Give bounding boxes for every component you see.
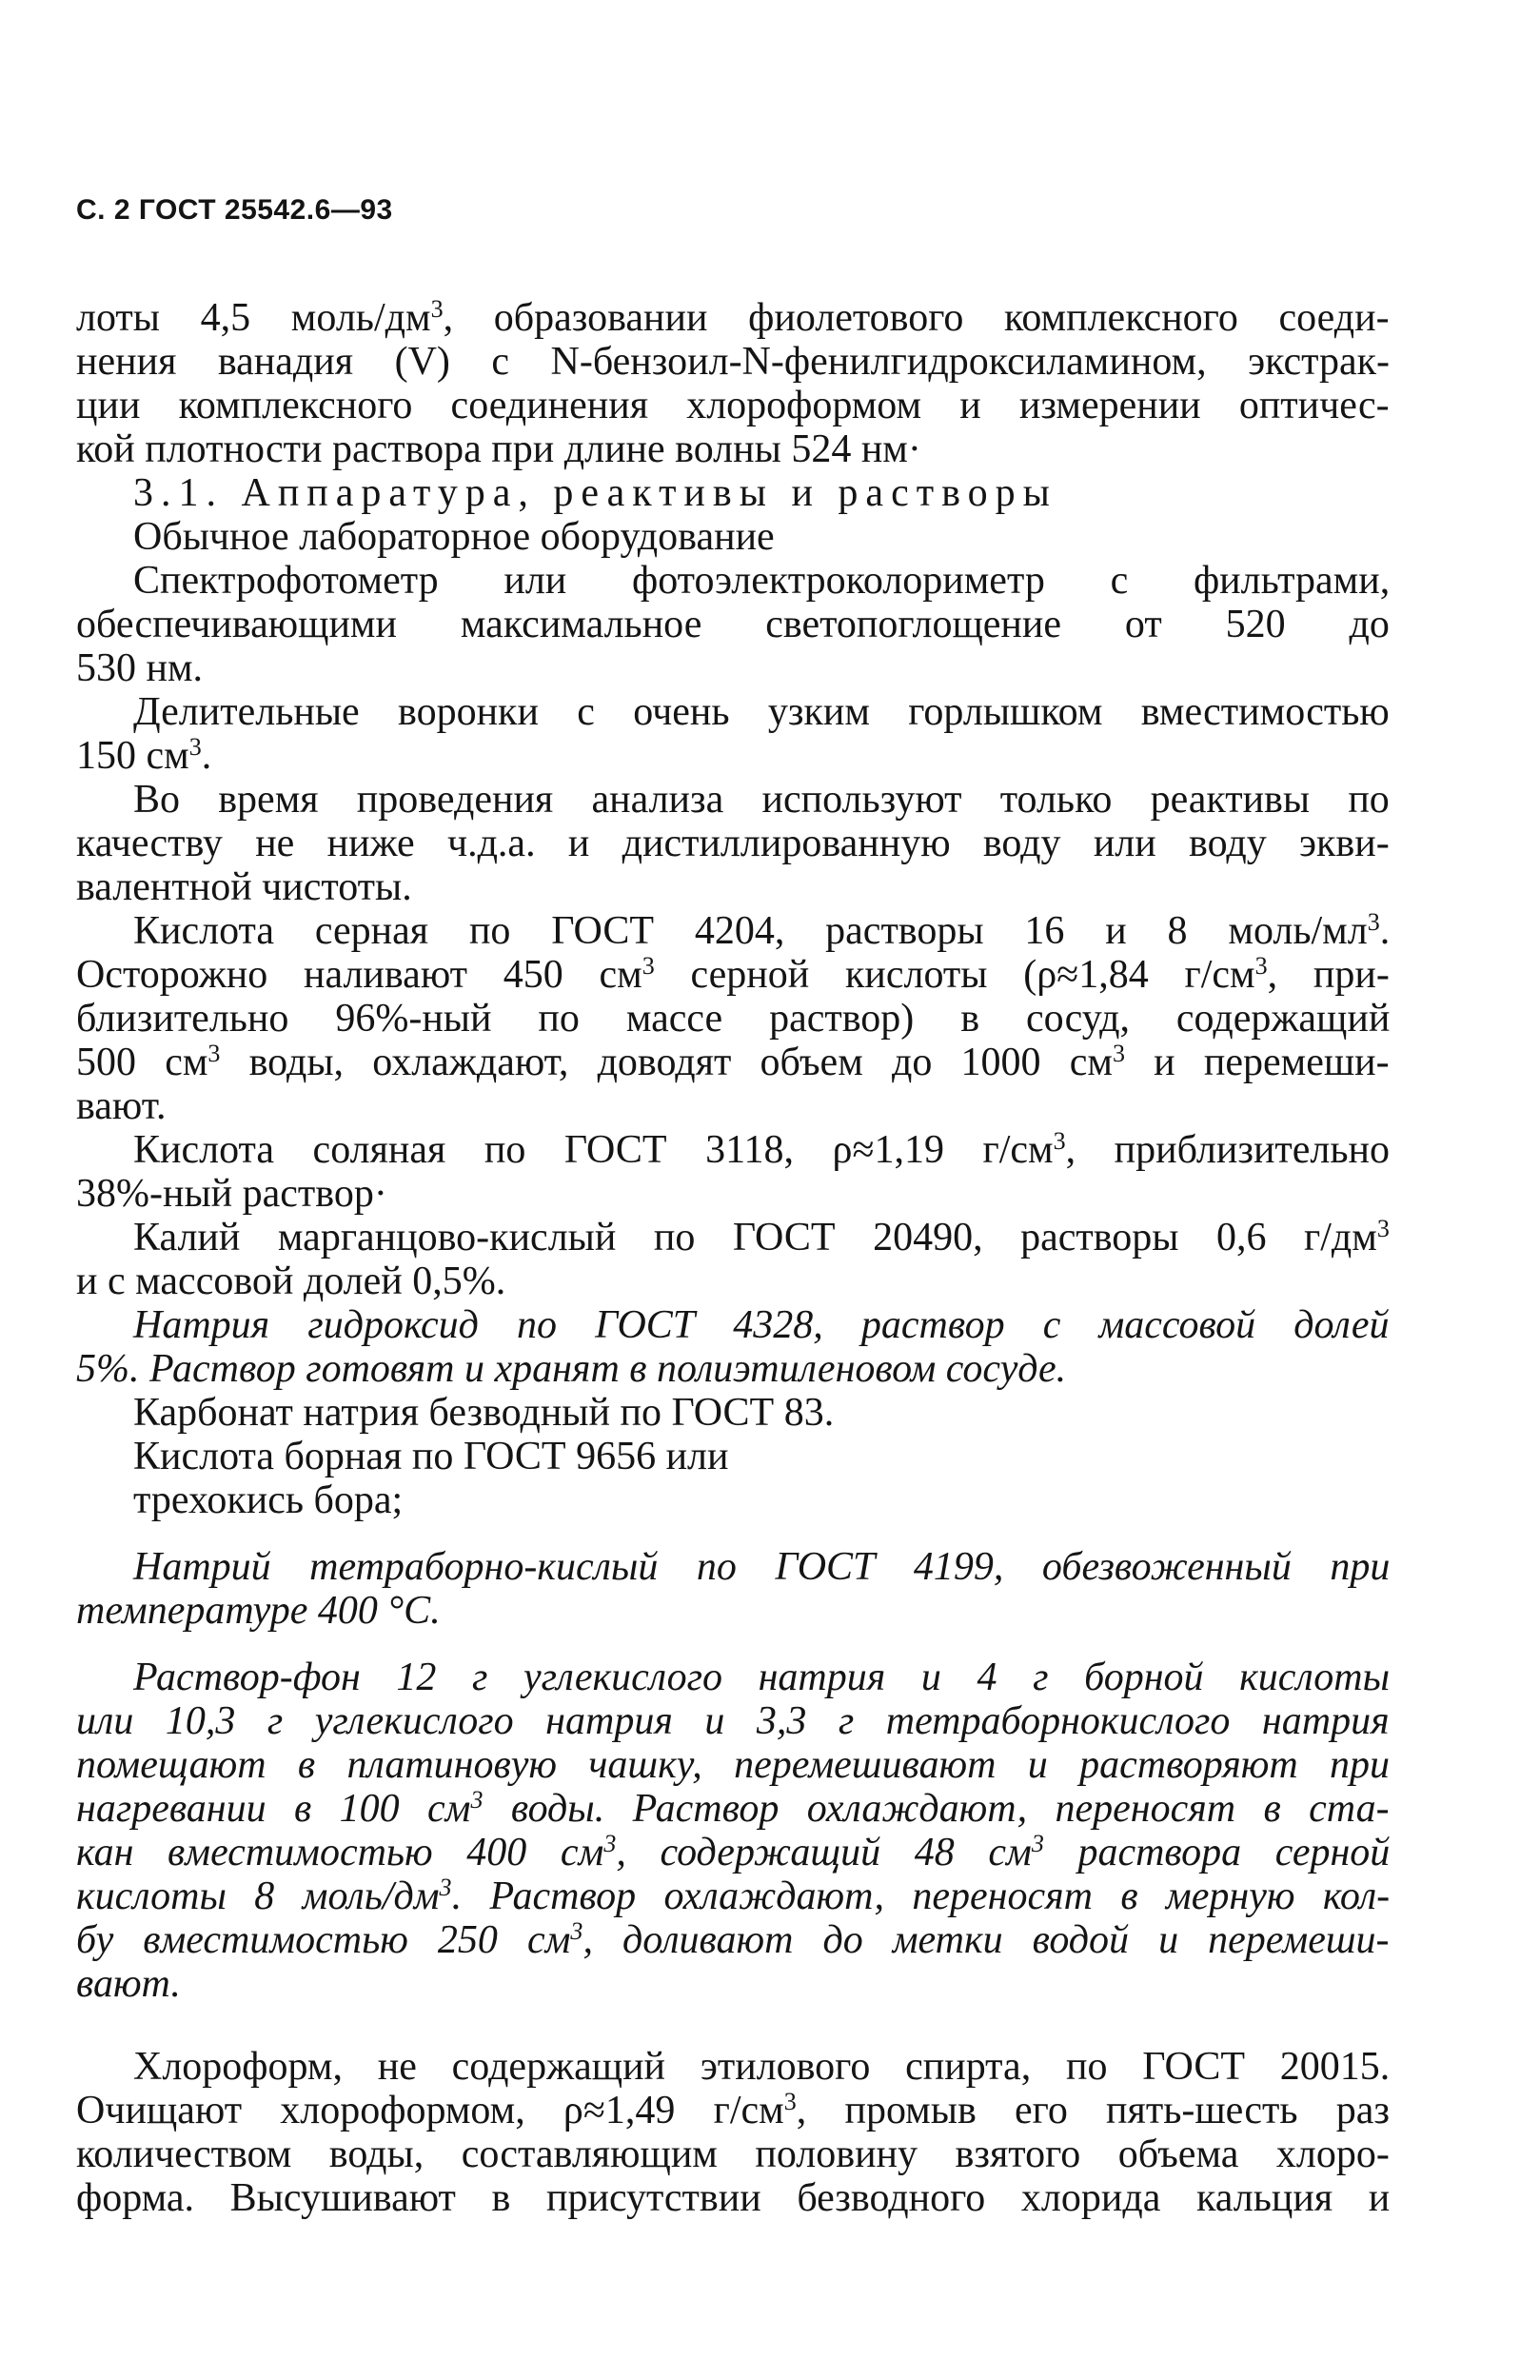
text-line: 500 $см^3$ воды, охлаждают, доводят объем до 1000 $см^3$ и перемеши- [76, 1039, 1390, 1084]
text-line: Кислота соляная по ГОСТ 3118, ρ≈1,19 $г/см^3$, приблизительно [133, 1126, 1391, 1172]
text-line: помещают в платиновую чашку, перемешивают и растворяют при [76, 1743, 1391, 1787]
text-line: качеству не ниже ч.д.а. и дистиллированную воду или воду экви- [76, 822, 1390, 865]
text-line: 530 нм. [76, 646, 204, 690]
text-line: и с массовой долей 0,5%. [76, 1259, 506, 1303]
text-line: Натрия гидроксид по ГОСТ 4328, раствор с массовой долей [133, 1303, 1390, 1347]
text-line: количеством воды, составляющим половину взятого объема хлоро- [76, 2132, 1390, 2176]
text-line: Карбонат натрия безводный по ГОСТ 83. [133, 1391, 835, 1435]
text-line: Осторожно наливают 450 $см^3$ серной кислоты (ρ≈1,84 $г/см^3$, при- [76, 951, 1390, 997]
text-line: вают. [76, 1084, 167, 1128]
text-line: 5%. Раствор готовят и хранят в полиэтиленовом сосуде. [76, 1347, 1067, 1391]
text-line: Кислота борная по ГОСТ 9656 или [133, 1435, 729, 1478]
text-line: Кислота серная по ГОСТ 4204, растворы 16 и 8 моль/$мл^3$. [133, 907, 1391, 953]
text-line: Калий марганцово-кислый по ГОСТ 20490, растворы 0,6 $г/дм^3$ [133, 1214, 1390, 1259]
text-line: температуре 400 °С. [76, 1589, 441, 1633]
text-line: бу вместимостью 250 $см^3$, доливают до метки водой и перемеши- [76, 1916, 1390, 1962]
text-line: Обычное лабораторное оборудование [133, 515, 775, 559]
text-line: нагревании в 100 $см^3$ воды. Раствор охлаждают, переносят в ста- [76, 1785, 1390, 1831]
text-line: или 10,3 г углекислого натрия и 3,3 г тетраборнокислого натрия [76, 1699, 1390, 1743]
text-line: Очищают хлороформом, ρ≈1,49 $г/см^3$, промыв его пять-шесть раз [76, 2087, 1390, 2132]
text-line: трехокись бора; [133, 1478, 404, 1522]
text-line: нения ванадия (V) с N-бензоил-N-фенилгидроксиламином, экстрак- [76, 340, 1391, 384]
text-line: 150 $см^3$. [76, 732, 212, 778]
text-line: Спектрофотометр или фотоэлектроколориметр с фильтрами, [133, 559, 1391, 603]
text-line: кой плотности раствора при длине волны 524 нм· [76, 427, 921, 471]
text-line: близительно 96%-ный по массе раствор) в сосуд, содержащий [76, 997, 1391, 1041]
page-header: С. 2 ГОСТ 25542.6—93 [76, 194, 393, 226]
text-line: 3.1. Аппаратура, реактивы и растворы [133, 471, 1057, 515]
text-line: валентной чистоты. [76, 865, 412, 909]
text-line: ции комплексного соединения хлороформом и измерении оптичес- [76, 384, 1390, 427]
text-line: Во время проведения анализа используют только реактивы по [133, 778, 1390, 822]
text-line: Делительные воронки с очень узким горлышком вместимостью [133, 690, 1390, 734]
text-line: кан вместимостью 400 $см^3$, содержащий 48 $см^3$ раствора серной [76, 1829, 1391, 1874]
text-line: кислоты 8 моль/$дм^3$. Раствор охлаждают, переносят в мерную кол- [76, 1873, 1391, 1918]
text-line: Натрий тетраборно-кислый по ГОСТ 4199, обезвоженный при [133, 1545, 1391, 1589]
text-line: форма. Высушивают в присутствии безводного хлорида кальция и [76, 2176, 1391, 2220]
text-line: лоты 4,5 моль/$дм^3$, образовании фиолетового комплексного соеди- [76, 294, 1390, 340]
text-line: обеспечивающими максимальное светопоглощение от 520 до [76, 603, 1390, 646]
text-line: 38%-ный раствор· [76, 1172, 387, 1216]
text-line: Хлороформ, не содержащий этилового спирта, по ГОСТ 20015. [133, 2045, 1391, 2089]
text-line: вают. [76, 1962, 181, 2006]
text-line: Раствор-фон 12 г углекислого натрия и 4 г борной кислоты [133, 1656, 1391, 1699]
